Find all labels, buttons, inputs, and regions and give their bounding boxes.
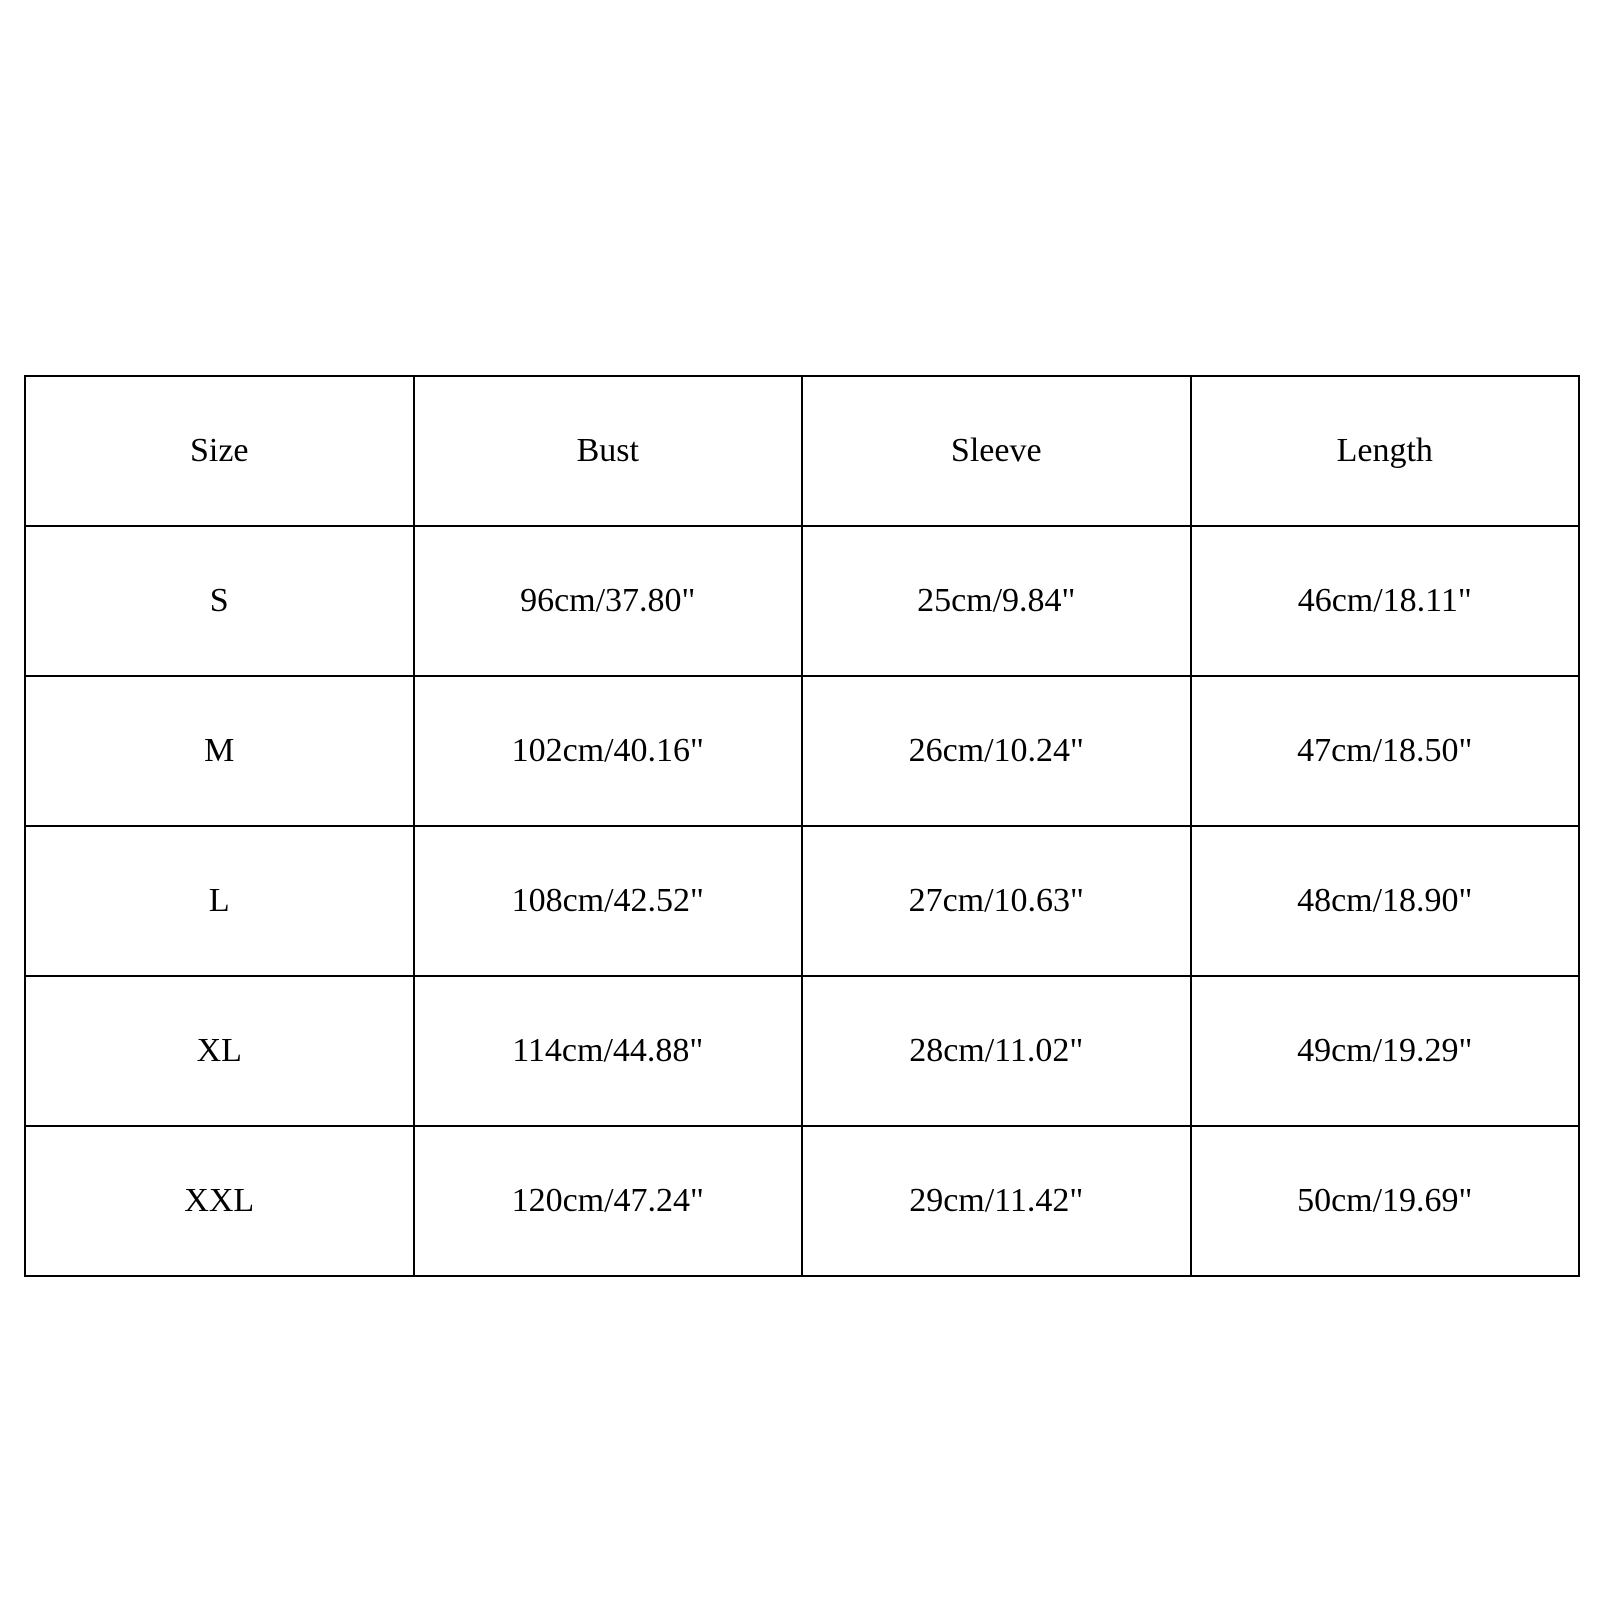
cell-sleeve: 29cm/11.42" [802, 1126, 1191, 1276]
table-row [25, 976, 1579, 1126]
cell-size: L [25, 826, 414, 976]
header-row [25, 376, 1579, 526]
cell-sleeve: 27cm/10.63" [802, 826, 1191, 976]
size-chart-table [24, 375, 1580, 1277]
cell-length: 49cm/19.29" [1191, 976, 1580, 1126]
cell-length: 50cm/19.69" [1191, 1126, 1580, 1276]
cell-sleeve: 26cm/10.24" [802, 676, 1191, 826]
cell-size: M [25, 676, 414, 826]
header-sleeve: Sleeve [802, 376, 1191, 526]
cell-bust: 114cm/44.88" [414, 976, 803, 1126]
header-length: Length [1191, 376, 1580, 526]
cell-bust: 108cm/42.52" [414, 826, 803, 976]
cell-length: 46cm/18.11" [1191, 526, 1580, 676]
cell-bust: 102cm/40.16" [414, 676, 803, 826]
cell-bust: 120cm/47.24" [414, 1126, 803, 1276]
cell-size: S [25, 526, 414, 676]
cell-size: XL [25, 976, 414, 1126]
size-chart-header [25, 376, 1579, 526]
header-size: Size [25, 376, 414, 526]
cell-bust: 96cm/37.80" [414, 526, 803, 676]
table-row [25, 1126, 1579, 1276]
cell-size: XXL [25, 1126, 414, 1276]
cell-sleeve: 25cm/9.84" [802, 526, 1191, 676]
table-row [25, 676, 1579, 826]
table-row [25, 526, 1579, 676]
cell-length: 48cm/18.90" [1191, 826, 1580, 976]
table-row [25, 826, 1579, 976]
cell-sleeve: 28cm/11.02" [802, 976, 1191, 1126]
cell-length: 47cm/18.50" [1191, 676, 1580, 826]
header-bust: Bust [414, 376, 803, 526]
size-chart-body [25, 526, 1579, 1276]
